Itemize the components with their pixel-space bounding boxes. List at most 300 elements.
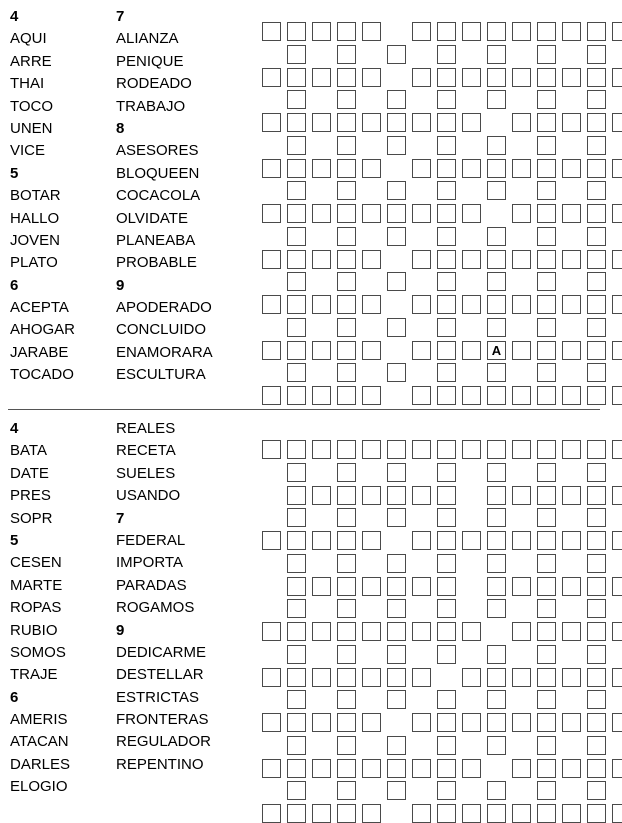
grid-cell[interactable]	[387, 363, 406, 382]
grid-cell[interactable]	[337, 90, 356, 109]
grid-cell[interactable]	[287, 577, 306, 596]
grid-cell[interactable]	[462, 531, 481, 550]
grid-cell[interactable]	[437, 736, 456, 755]
grid-cell[interactable]	[337, 554, 356, 573]
grid-cell[interactable]	[362, 622, 381, 641]
grid-cell[interactable]	[612, 668, 622, 687]
grid-cell[interactable]	[337, 736, 356, 755]
grid-cell[interactable]	[362, 577, 381, 596]
grid-cell[interactable]	[362, 295, 381, 314]
grid-cell[interactable]	[587, 531, 606, 550]
grid-cell[interactable]	[462, 295, 481, 314]
grid-cell[interactable]	[287, 363, 306, 382]
grid-cell[interactable]	[362, 113, 381, 132]
grid-cell[interactable]	[362, 713, 381, 732]
grid-cell[interactable]	[512, 804, 531, 823]
grid-cell[interactable]	[587, 227, 606, 246]
grid-cell[interactable]	[262, 341, 281, 360]
grid-cell[interactable]	[387, 668, 406, 687]
grid-cell[interactable]	[587, 272, 606, 291]
grid-cell[interactable]	[537, 781, 556, 800]
grid-cell[interactable]	[262, 531, 281, 550]
grid-cell[interactable]	[387, 227, 406, 246]
grid-cell[interactable]	[537, 90, 556, 109]
grid-cell[interactable]	[287, 440, 306, 459]
grid-cell[interactable]	[487, 181, 506, 200]
grid-cell[interactable]	[287, 645, 306, 664]
grid-cell[interactable]	[362, 804, 381, 823]
grid-cell[interactable]	[462, 386, 481, 405]
grid-cell[interactable]	[312, 68, 331, 87]
grid-cell-given-letter[interactable]: A	[487, 341, 506, 360]
grid-cell[interactable]	[487, 68, 506, 87]
grid-cell[interactable]	[262, 295, 281, 314]
grid-cell[interactable]	[287, 341, 306, 360]
grid-cell[interactable]	[437, 508, 456, 527]
grid-cell[interactable]	[487, 318, 506, 337]
grid-cell[interactable]	[287, 22, 306, 41]
grid-cell[interactable]	[562, 22, 581, 41]
grid-cell[interactable]	[537, 45, 556, 64]
grid-cell[interactable]	[587, 759, 606, 778]
grid-cell[interactable]	[337, 668, 356, 687]
grid-cell[interactable]	[612, 577, 622, 596]
grid-cell[interactable]	[287, 736, 306, 755]
grid-cell[interactable]	[512, 531, 531, 550]
grid-cell[interactable]	[487, 227, 506, 246]
grid-cell[interactable]	[512, 341, 531, 360]
grid-cell[interactable]	[362, 341, 381, 360]
grid-cell[interactable]	[537, 486, 556, 505]
grid-cell[interactable]	[287, 599, 306, 618]
grid-cell[interactable]	[387, 599, 406, 618]
grid-cell[interactable]	[337, 318, 356, 337]
grid-cell[interactable]	[312, 295, 331, 314]
grid-cell[interactable]	[587, 599, 606, 618]
grid-cell[interactable]	[462, 250, 481, 269]
grid-cell[interactable]	[337, 645, 356, 664]
grid-cell[interactable]	[337, 113, 356, 132]
grid-cell[interactable]	[312, 113, 331, 132]
grid-cell[interactable]	[612, 486, 622, 505]
grid-cell[interactable]	[437, 363, 456, 382]
grid-cell[interactable]	[412, 22, 431, 41]
grid-cell[interactable]	[587, 22, 606, 41]
grid-cell[interactable]	[437, 622, 456, 641]
grid-cell[interactable]	[262, 668, 281, 687]
grid-cell[interactable]	[512, 113, 531, 132]
grid-cell[interactable]	[487, 386, 506, 405]
grid-cell[interactable]	[387, 181, 406, 200]
grid-cell[interactable]	[562, 759, 581, 778]
grid-cell[interactable]	[337, 363, 356, 382]
grid-cell[interactable]	[487, 736, 506, 755]
grid-cell[interactable]	[287, 690, 306, 709]
grid-cell[interactable]	[562, 622, 581, 641]
grid-cell[interactable]	[462, 440, 481, 459]
grid-cell[interactable]	[587, 113, 606, 132]
grid-cell[interactable]	[487, 531, 506, 550]
grid-cell[interactable]	[362, 159, 381, 178]
grid-cell[interactable]	[587, 736, 606, 755]
grid-cell[interactable]	[337, 341, 356, 360]
grid-cell[interactable]	[562, 113, 581, 132]
grid-cell[interactable]	[537, 68, 556, 87]
grid-cell[interactable]	[312, 204, 331, 223]
grid-cell[interactable]	[462, 341, 481, 360]
grid-cell[interactable]	[537, 668, 556, 687]
grid-cell[interactable]	[537, 227, 556, 246]
grid-cell[interactable]	[337, 690, 356, 709]
grid-cell[interactable]	[262, 713, 281, 732]
grid-cell[interactable]	[462, 668, 481, 687]
grid-cell[interactable]	[487, 577, 506, 596]
grid-cell[interactable]	[587, 804, 606, 823]
grid-cell[interactable]	[512, 577, 531, 596]
grid-cell[interactable]	[337, 68, 356, 87]
grid-cell[interactable]	[512, 250, 531, 269]
grid-cell[interactable]	[562, 668, 581, 687]
grid-cell[interactable]	[462, 68, 481, 87]
grid-cell[interactable]	[462, 113, 481, 132]
grid-cell[interactable]	[437, 690, 456, 709]
grid-cell[interactable]	[562, 531, 581, 550]
grid-cell[interactable]	[362, 668, 381, 687]
grid-cell[interactable]	[562, 341, 581, 360]
grid-cell[interactable]	[587, 463, 606, 482]
grid-cell[interactable]	[487, 136, 506, 155]
grid-cell[interactable]	[537, 250, 556, 269]
grid-cell[interactable]	[487, 668, 506, 687]
grid-cell[interactable]	[537, 136, 556, 155]
grid-cell[interactable]	[412, 577, 431, 596]
grid-cell[interactable]	[462, 622, 481, 641]
grid-cell[interactable]	[437, 22, 456, 41]
grid-cell[interactable]	[437, 159, 456, 178]
grid-cell[interactable]	[337, 45, 356, 64]
grid-cell[interactable]	[287, 295, 306, 314]
grid-cell[interactable]	[462, 804, 481, 823]
grid-cell[interactable]	[337, 386, 356, 405]
grid-cell[interactable]	[437, 318, 456, 337]
grid-cell[interactable]	[562, 159, 581, 178]
grid-cell[interactable]	[412, 68, 431, 87]
grid-cell[interactable]	[437, 386, 456, 405]
grid-cell[interactable]	[337, 804, 356, 823]
grid-cell[interactable]	[412, 486, 431, 505]
grid-cell[interactable]	[537, 341, 556, 360]
grid-cell[interactable]	[362, 22, 381, 41]
grid-cell[interactable]	[437, 113, 456, 132]
grid-cell[interactable]	[587, 440, 606, 459]
grid-cell[interactable]	[412, 204, 431, 223]
grid-cell[interactable]	[387, 690, 406, 709]
grid-cell[interactable]	[437, 90, 456, 109]
grid-cell[interactable]	[287, 531, 306, 550]
grid-cell[interactable]	[537, 386, 556, 405]
grid-cell[interactable]	[437, 181, 456, 200]
grid-cell[interactable]	[562, 577, 581, 596]
grid-cell[interactable]	[537, 759, 556, 778]
grid-cell[interactable]	[512, 759, 531, 778]
grid-cell[interactable]	[387, 622, 406, 641]
grid-cell[interactable]	[337, 204, 356, 223]
grid-cell[interactable]	[487, 463, 506, 482]
grid-cell[interactable]	[587, 668, 606, 687]
grid-cell[interactable]	[537, 181, 556, 200]
grid-cell[interactable]	[387, 440, 406, 459]
grid-cell[interactable]	[287, 159, 306, 178]
grid-cell[interactable]	[337, 531, 356, 550]
grid-cell[interactable]	[287, 486, 306, 505]
grid-cell[interactable]	[337, 486, 356, 505]
grid-cell[interactable]	[512, 295, 531, 314]
grid-cell[interactable]	[612, 804, 622, 823]
grid-cell[interactable]	[337, 599, 356, 618]
grid-cell[interactable]	[587, 136, 606, 155]
grid-cell[interactable]	[287, 804, 306, 823]
grid-cell[interactable]	[512, 486, 531, 505]
grid-cell[interactable]	[537, 508, 556, 527]
grid-cell[interactable]	[287, 113, 306, 132]
grid-cell[interactable]	[387, 645, 406, 664]
grid-cell[interactable]	[537, 736, 556, 755]
grid-cell[interactable]	[537, 204, 556, 223]
grid-cell[interactable]	[337, 759, 356, 778]
grid-cell[interactable]	[312, 804, 331, 823]
grid-cell[interactable]	[262, 759, 281, 778]
grid-cell[interactable]	[337, 272, 356, 291]
grid-cell[interactable]	[312, 386, 331, 405]
grid-cell[interactable]	[587, 295, 606, 314]
grid-cell[interactable]	[337, 463, 356, 482]
grid-cell[interactable]	[412, 113, 431, 132]
grid-cell[interactable]	[462, 759, 481, 778]
grid-cell[interactable]	[312, 531, 331, 550]
grid-cell[interactable]	[287, 508, 306, 527]
grid-cell[interactable]	[487, 804, 506, 823]
grid-cell[interactable]	[437, 250, 456, 269]
grid-cell[interactable]	[362, 759, 381, 778]
grid-cell[interactable]	[537, 804, 556, 823]
grid-cell[interactable]	[412, 668, 431, 687]
grid-cell[interactable]	[537, 113, 556, 132]
grid-cell[interactable]	[387, 45, 406, 64]
grid-cell[interactable]	[437, 531, 456, 550]
grid-cell[interactable]	[287, 668, 306, 687]
grid-cell[interactable]	[587, 204, 606, 223]
grid-cell[interactable]	[437, 295, 456, 314]
grid-cell[interactable]	[312, 159, 331, 178]
grid-cell[interactable]	[487, 90, 506, 109]
grid-cell[interactable]	[537, 599, 556, 618]
grid-cell[interactable]	[537, 554, 556, 573]
grid-cell[interactable]	[437, 554, 456, 573]
grid-cell[interactable]	[462, 204, 481, 223]
grid-cell[interactable]	[387, 272, 406, 291]
grid-cell[interactable]	[287, 45, 306, 64]
grid-cell[interactable]	[587, 68, 606, 87]
grid-cell[interactable]	[387, 136, 406, 155]
grid-cell[interactable]	[412, 622, 431, 641]
grid-cell[interactable]	[337, 250, 356, 269]
grid-cell[interactable]	[587, 159, 606, 178]
grid-cell[interactable]	[437, 599, 456, 618]
grid-cell[interactable]	[487, 250, 506, 269]
grid-cell[interactable]	[562, 295, 581, 314]
grid-cell[interactable]	[512, 68, 531, 87]
grid-cell[interactable]	[362, 386, 381, 405]
grid-cell[interactable]	[337, 508, 356, 527]
grid-cell[interactable]	[587, 554, 606, 573]
grid-cell[interactable]	[537, 690, 556, 709]
grid-cell[interactable]	[537, 440, 556, 459]
grid-cell[interactable]	[487, 45, 506, 64]
grid-cell[interactable]	[437, 341, 456, 360]
grid-cell[interactable]	[537, 318, 556, 337]
grid-cell[interactable]	[337, 781, 356, 800]
grid-cell[interactable]	[562, 386, 581, 405]
grid-cell[interactable]	[612, 159, 622, 178]
grid-cell[interactable]	[362, 440, 381, 459]
grid-cell[interactable]	[287, 759, 306, 778]
grid-cell[interactable]	[537, 272, 556, 291]
grid-cell[interactable]	[587, 341, 606, 360]
grid-cell[interactable]	[387, 781, 406, 800]
grid-cell[interactable]	[337, 136, 356, 155]
grid-cell[interactable]	[412, 531, 431, 550]
grid-cell[interactable]	[587, 622, 606, 641]
grid-cell[interactable]	[437, 227, 456, 246]
grid-cell[interactable]	[537, 22, 556, 41]
grid-cell[interactable]	[612, 295, 622, 314]
grid-cell[interactable]	[487, 554, 506, 573]
grid-cell[interactable]	[312, 341, 331, 360]
grid-cell[interactable]	[262, 159, 281, 178]
grid-cell[interactable]	[287, 68, 306, 87]
grid-cell[interactable]	[287, 181, 306, 200]
grid-cell[interactable]	[562, 440, 581, 459]
grid-cell[interactable]	[412, 250, 431, 269]
grid-cell[interactable]	[312, 622, 331, 641]
grid-cell[interactable]	[362, 68, 381, 87]
grid-cell[interactable]	[487, 159, 506, 178]
grid-cell[interactable]	[612, 204, 622, 223]
grid-cell[interactable]	[387, 204, 406, 223]
grid-cell[interactable]	[337, 713, 356, 732]
grid-cell[interactable]	[337, 295, 356, 314]
grid-cell[interactable]	[562, 713, 581, 732]
grid-cell[interactable]	[437, 463, 456, 482]
grid-cell[interactable]	[512, 204, 531, 223]
grid-cell[interactable]	[587, 250, 606, 269]
grid-cell[interactable]	[612, 386, 622, 405]
grid-cell[interactable]	[487, 713, 506, 732]
grid-cell[interactable]	[612, 531, 622, 550]
grid-cell[interactable]	[487, 363, 506, 382]
grid-cell[interactable]	[287, 622, 306, 641]
grid-cell[interactable]	[612, 759, 622, 778]
grid-cell[interactable]	[612, 250, 622, 269]
grid-cell[interactable]	[412, 295, 431, 314]
grid-cell[interactable]	[437, 781, 456, 800]
grid-cell[interactable]	[462, 22, 481, 41]
grid-cell[interactable]	[287, 781, 306, 800]
grid-cell[interactable]	[287, 554, 306, 573]
grid-cell[interactable]	[487, 599, 506, 618]
grid-cell[interactable]	[262, 386, 281, 405]
grid-cell[interactable]	[537, 531, 556, 550]
grid-cell[interactable]	[337, 577, 356, 596]
grid-cell[interactable]	[287, 272, 306, 291]
grid-cell[interactable]	[262, 622, 281, 641]
grid-cell[interactable]	[537, 713, 556, 732]
grid-cell[interactable]	[587, 508, 606, 527]
grid-cell[interactable]	[512, 386, 531, 405]
grid-cell[interactable]	[412, 759, 431, 778]
grid-cell[interactable]	[287, 463, 306, 482]
grid-cell[interactable]	[337, 22, 356, 41]
grid-cell[interactable]	[262, 22, 281, 41]
grid-cell[interactable]	[387, 113, 406, 132]
grid-cell[interactable]	[387, 508, 406, 527]
grid-cell[interactable]	[612, 22, 622, 41]
grid-cell[interactable]	[387, 759, 406, 778]
grid-cell[interactable]	[487, 508, 506, 527]
grid-cell[interactable]	[437, 577, 456, 596]
grid-cell[interactable]	[287, 136, 306, 155]
grid-cell[interactable]	[437, 645, 456, 664]
grid-cell[interactable]	[562, 204, 581, 223]
grid-cell[interactable]	[437, 272, 456, 291]
grid-cell[interactable]	[587, 713, 606, 732]
grid-cell[interactable]	[312, 440, 331, 459]
grid-cell[interactable]	[287, 204, 306, 223]
grid-cell[interactable]	[612, 113, 622, 132]
grid-cell[interactable]	[537, 295, 556, 314]
grid-cell[interactable]	[287, 386, 306, 405]
grid-cell[interactable]	[487, 690, 506, 709]
grid-cell[interactable]	[587, 781, 606, 800]
grid-cell[interactable]	[287, 318, 306, 337]
grid-cell[interactable]	[312, 486, 331, 505]
grid-cell[interactable]	[387, 90, 406, 109]
grid-cell[interactable]	[387, 736, 406, 755]
grid-cell[interactable]	[587, 645, 606, 664]
grid-cell[interactable]	[462, 159, 481, 178]
grid-cell[interactable]	[262, 204, 281, 223]
grid-cell[interactable]	[262, 804, 281, 823]
grid-cell[interactable]	[562, 486, 581, 505]
grid-cell[interactable]	[337, 622, 356, 641]
grid-cell[interactable]	[337, 181, 356, 200]
grid-cell[interactable]	[412, 386, 431, 405]
grid-cell[interactable]	[562, 250, 581, 269]
grid-cell[interactable]	[437, 440, 456, 459]
grid-cell[interactable]	[287, 250, 306, 269]
grid-cell[interactable]	[437, 136, 456, 155]
grid-cell[interactable]	[312, 668, 331, 687]
grid-cell[interactable]	[512, 622, 531, 641]
grid-cell[interactable]	[287, 713, 306, 732]
grid-cell[interactable]	[562, 804, 581, 823]
grid-cell[interactable]	[362, 204, 381, 223]
grid-cell[interactable]	[437, 68, 456, 87]
grid-cell[interactable]	[487, 486, 506, 505]
grid-cell[interactable]	[487, 645, 506, 664]
grid-cell[interactable]	[312, 250, 331, 269]
grid-cell[interactable]	[487, 272, 506, 291]
